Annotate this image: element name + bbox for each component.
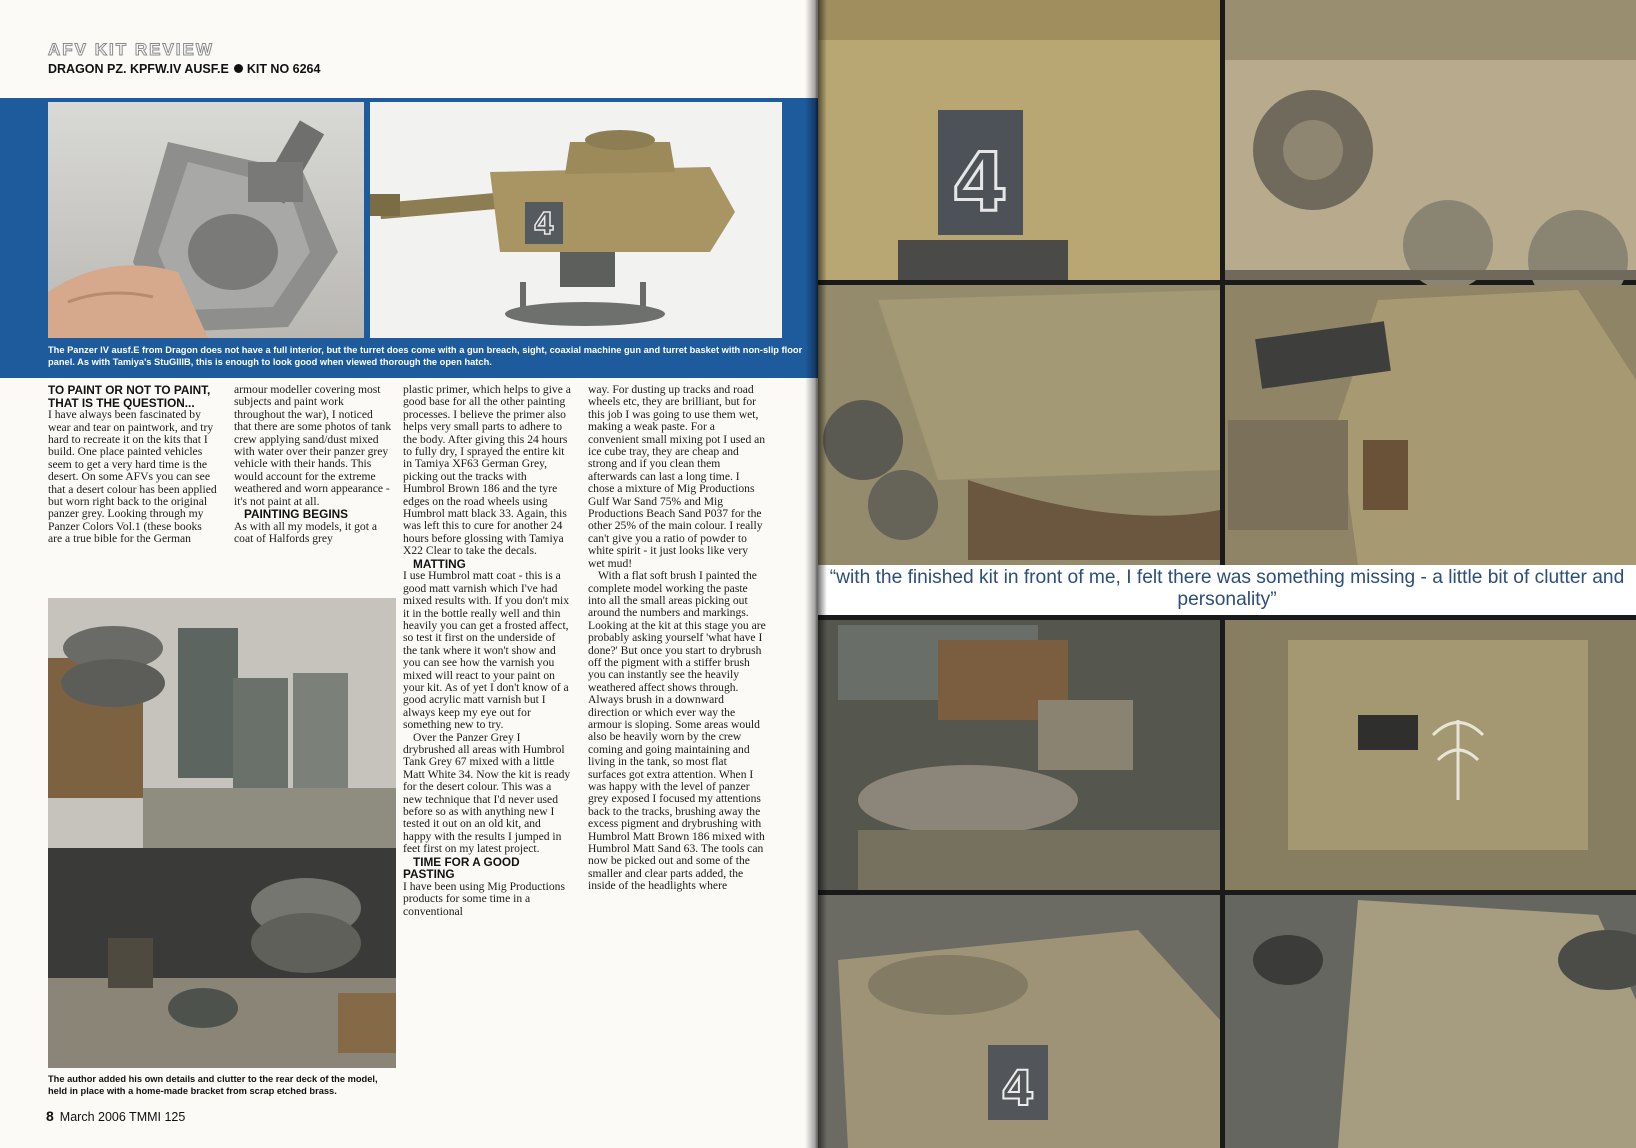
section-tag: AFV KIT REVIEW xyxy=(48,40,214,59)
turret-number-closeup: 4 xyxy=(952,136,1008,229)
subhead-good-pasting: TIME FOR A GOOD PASTING xyxy=(403,854,520,882)
article-column-2 xyxy=(234,384,392,545)
kit-number: KIT NO 6264 xyxy=(246,62,321,76)
paragraph: armour modeller covering most subjects and paint work throughout the war), I noticed that there are some photos of tank crew applying sand/dust mixed with water over their panzer grey vehicle with their hands. This would account for the extreme weathered and worn appearance - it's not paint at all. xyxy=(234,383,392,508)
rear-deck-photos xyxy=(48,598,396,1068)
paragraph: I have been using Mig Productions products for some time in a conventional xyxy=(403,879,565,918)
subhead-painting-begins: PAINTING BEGINS xyxy=(244,507,348,522)
paragraph: With a flat soft brush I painted the complete model working the paste into all the small areas picking out around the numbers and markings. Looking at the kit at this stage you are probably asking yourself 'what have I done?' But once you start to drybrush off the pigment with a stiffer brush you can instantly see the heavily weathered affect shows through. Always brush in a downward direction or which ever way the armour is sloping. Some areas would also be heavily worn by the crew coming and going maintaining and living in the tank, so most flat surfaces got extra attention. When I was happy with the level of panzer grey exposed I focused my attentions back to the tracks, brushing away the excess pigment and drybrushing with Humbrol Matt Brown 186 mixed with Humbrol Matt Sand 63. The tools can now be picked out and some of the smaller and clear parts added, the inside of the headlights where xyxy=(588,569,766,893)
lower-photo-caption: The author added his own details and clutter to the rear deck of the model, held in place with a home-made bracket from scrap etched brass. xyxy=(48,1074,378,1096)
painted-turret-photo xyxy=(370,102,782,338)
article-column-4 xyxy=(588,384,766,893)
banner-caption: The Panzer IV ausf.E from Dragon does not have a full interior, but the turret does come with a gun breach, sight, coaxial machine gun and turret basket with non-slip floor panel. As with Tamiya's StuGIIIB, this is enough to look good when viewed thorough the open hatch. xyxy=(48,345,803,367)
turret-number-mark: 4 xyxy=(533,207,555,242)
turret-number-top: 4 xyxy=(1001,1061,1035,1117)
paragraph: I have always been fascinated by wear and tear on paintwork, and try hard to recreate it on the kits that I build. One place painted vehicles seem to get a very hard time is the desert. On some AFVs you can see that a desert colour has been applied but worn right back to the original panzer grey. Looking through my Panzer Colors Vol.1 (these books are a true bible for the German xyxy=(48,408,217,546)
photo-banner xyxy=(0,98,818,378)
turret-interior-photo xyxy=(48,102,364,338)
subhead-matting: MATTING xyxy=(413,556,466,571)
rear-deck-image xyxy=(48,598,396,1068)
paragraph: plastic primer, which helps to give a good base for all the other painting processes. I believe the primer also helps very small parts to adhere to the body. After giving this 24 hours to fully dry, I sprayed the entire kit in Tamiya XF63 German Grey, picking out the tracks with Humbrol Brown 186 and the tyre edges on the road wheels using Humbrol matt black 33. Again, this was left this to cure for another 24 hours before glossing with Tamiya X22 Clear to take the decals. xyxy=(403,383,571,558)
bullet-icon xyxy=(234,64,243,73)
page-folio xyxy=(46,1108,185,1124)
spine-gutter xyxy=(805,0,827,1148)
kit-title: DRAGON PZ. KPFW.IV AUSF.E xyxy=(48,62,229,76)
painted-turret-image xyxy=(370,102,782,338)
pull-quote: “with the finished kit in front of me, I felt there was something missing - a little bit of clutter and personality” xyxy=(818,565,1636,615)
issue-line: March 2006 TMMI 125 xyxy=(59,1110,186,1124)
article-column-3 xyxy=(403,384,571,918)
article-column-1 xyxy=(48,384,218,546)
paragraph: I use Humbrol matt coat - this is a good matt varnish which I've had mixed results with. If you don't mix it in the bottle really well and thin heavily you can get a frosted affect, so test it first on the underside of the tank where it won't show and you can see how the varnish you mixed will react to your paint on your kit. As of yet I don't know of a good acrylic matt varnish but I always keep my eye out for something new to try. xyxy=(403,569,569,732)
subhead-to-paint: TO PAINT OR NOT TO PAINT, THAT IS THE QUESTION... xyxy=(48,383,211,410)
paragraph: Over the Panzer Grey I drybrushed all areas with Humbrol Tank Grey 67 mixed with a little Matt White 34. Now the kit is ready for the desert colour. This was a new technique that I'd never used before so as with anything new I tested it out on an old kit, and happy with the results I jumped in feet first on my latest project. xyxy=(403,730,571,856)
paragraph: As with all my models, it got a coat of Halfords grey xyxy=(234,519,377,546)
page-number: 8 xyxy=(46,1108,54,1124)
paragraph: way. For dusting up tracks and road wheels etc, they are brilliant, but for this job I was going to use them wet, making a weak paste. For a convenient small mixing pot I used an ice cube tray, they are cheap and strong and if you clean them afterwards can last a long time. I chose a mixture of Mig Productions Gulf War Sand 75% and Mig Productions Beach Sand P037 for the other 25% of the main colour. I really can't give you a ratio of powder to white spirit - it just looks like very wet mud! xyxy=(588,383,766,570)
kit-title-line xyxy=(48,62,320,76)
turret-interior-image xyxy=(48,102,364,338)
